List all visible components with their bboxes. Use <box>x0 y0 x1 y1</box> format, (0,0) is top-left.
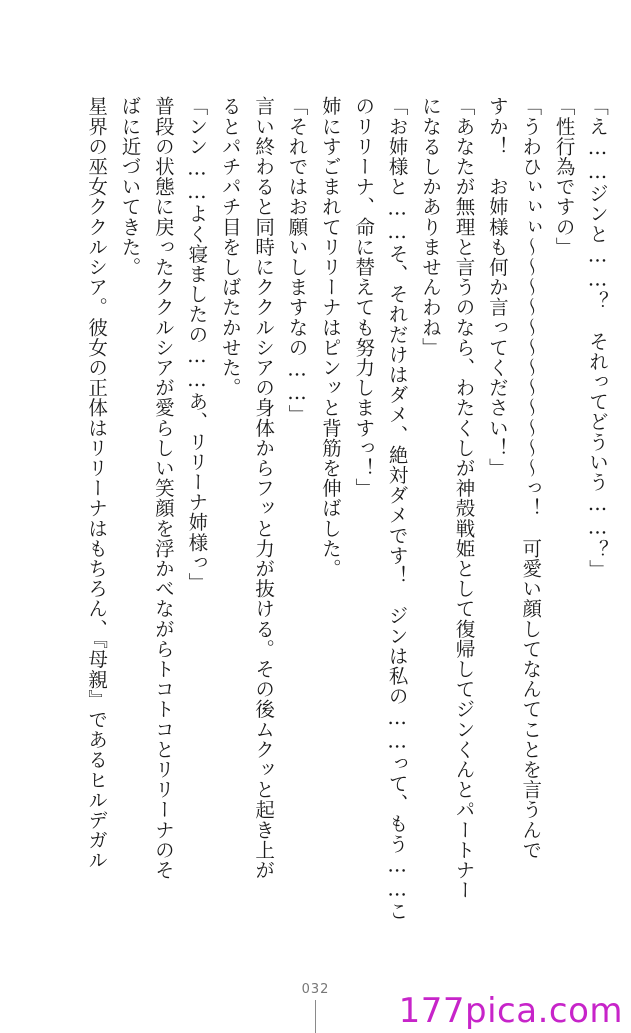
text-line-10: 「それではお願いしますなの……」 <box>285 96 309 425</box>
text-line-9: 姉にすごまれてリリーナはピンッと背筋を伸ばした。 <box>318 96 342 579</box>
text-line-11: 言い終わると同時にククルシアの身体からフッと力が抜ける。その後ムクッと起き上が <box>252 96 276 880</box>
text-line-15: ばに近づいてきた。 <box>118 96 142 277</box>
text-line-7: 「お姉様と……そ、それだけはダメ、絶対ダメです！ ジンは私の……って、もう……こ <box>385 96 409 921</box>
text-line-1: 「え……ジンと……？ それってどういう……？」 <box>586 96 609 580</box>
text-line-4: すか！ お姉様も何か言ってください！」 <box>485 96 509 478</box>
text-line-2: 「性行為ですの」 <box>552 96 576 257</box>
vertical-text-block <box>84 96 609 976</box>
page-number-rule <box>315 1000 316 1033</box>
text-line-5: 「あなたが無理と言うのなら、わたくしが神殻戦姫として復帰してジンくんとパートナー <box>452 96 476 900</box>
text-line-3: 「うわひぃぃぃ〜〜〜〜〜〜〜〜〜〜〜〜っ！ 可愛い顔してなんてことを言うんで <box>519 96 543 860</box>
text-line-6: になるしかありませんわね」 <box>419 96 443 358</box>
watermark-logo: 177pica.com <box>398 991 623 1031</box>
text-line-16: 星界の巫女ククルシア。彼女の正体はリリーナはもちろん、『母親』であるヒルデガル <box>85 96 109 871</box>
text-line-8: のリリーナ、命に替えても努力しますっ！」 <box>352 96 376 498</box>
page-number: 032 <box>301 982 330 997</box>
text-line-12: るとパチパチ目をしばたかせた。 <box>218 96 242 398</box>
text-line-13: 「ンン……よく寝ましたの……あ、リリーナ姉様っ」 <box>185 96 209 593</box>
text-line-14: 普段の状態に戻ったククルシアが愛らしい笑顔を浮かべながらトコトコとリリーナのそ <box>151 96 175 880</box>
